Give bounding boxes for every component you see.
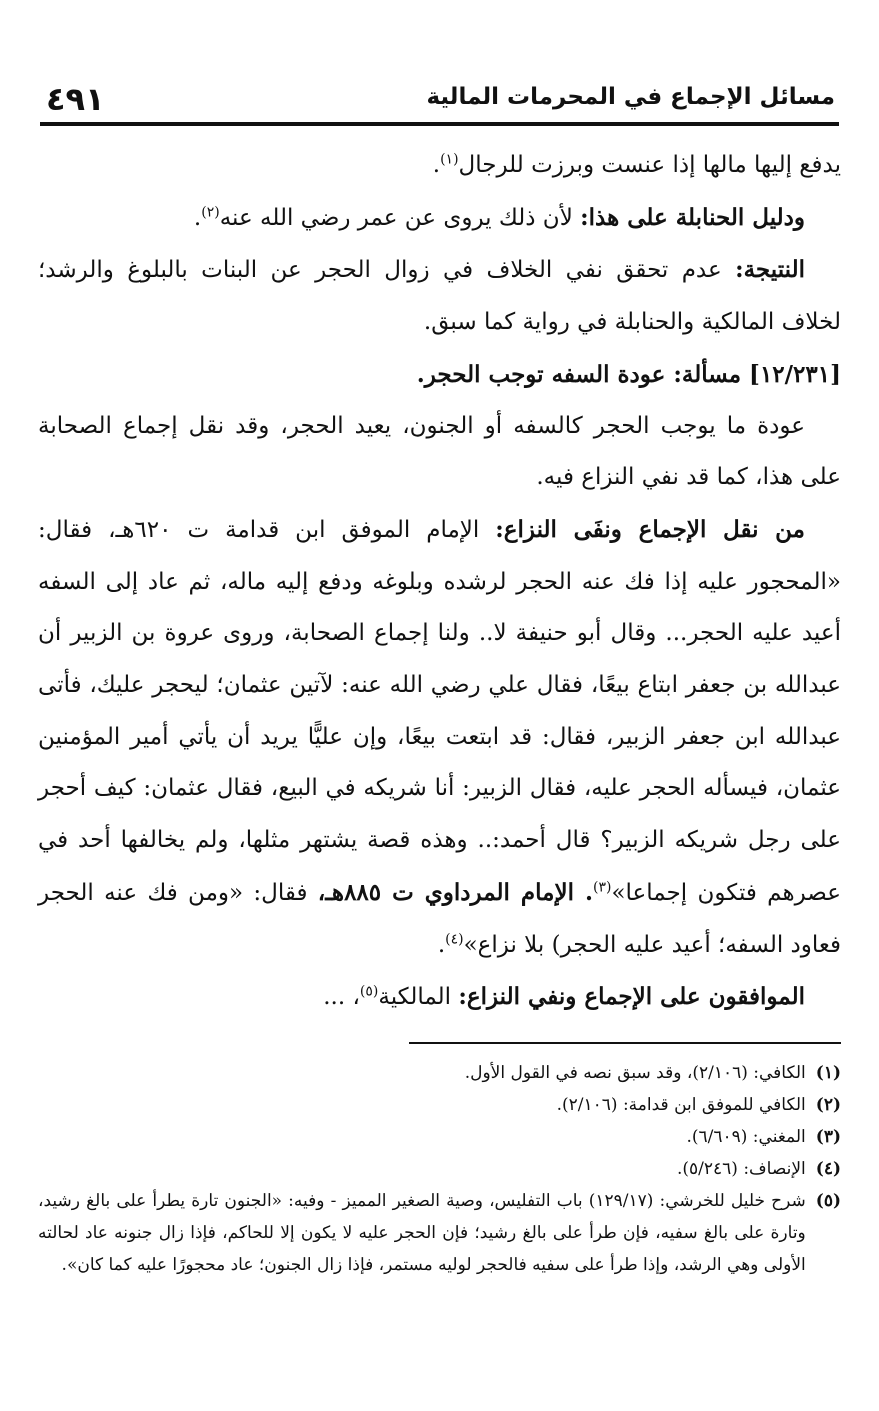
page-number: ٤٩١ [46,80,105,118]
issue-heading: [١٢/٢٣١] مسألة: عودة السفه توجب الحجر. [416,360,841,388]
footnote-ref-4: (٤) [445,930,464,947]
paragraph-label: . الإمام المرداوي ت ٨٨٥هـ، [317,878,593,906]
footnote-ref-5: (٥) [359,983,379,1000]
main-text [38,140,841,1024]
paragraph-5: عودة ما يوجب الحجر كالسفه أو الجنون، يعيد الحجر، وقد نقل إجماع الصحابة على هذا، كما قد نفي النزاع فيه. [38,412,841,491]
footnote-separator [409,1042,841,1044]
paragraph-7: الموافقون على الإجماع ونفي النزاع: المالكية$^{(٥)}$، ... [323,983,805,1011]
paragraph-label: النتيجة: [735,256,805,284]
footnote-4: (٤) الإنصاف: (٥/٢٤٦). [676,1159,841,1179]
header-rule [40,122,839,126]
paragraph-2: ودليل الحنابلة على هذا: لأن ذلك يروى عن عمر رضي الله عنه$^{(٢)}$. [193,203,805,231]
page-header [40,70,839,120]
footnote-ref-3: (٣) [592,879,612,896]
footnote-1: (١) الكافي: (٢/١٠٦)، وقد سبق نصه في القول الأول. [464,1063,841,1083]
footnotes [38,1057,841,1281]
paragraph-1: يدفع إليها مالها إذا عنست وبرزت للرجال$^{(١)}$. [432,151,841,178]
running-title: مسائل الإجماع في المحرمات المالية [426,84,835,110]
footnote-3: (٣) المغني: (٦/٦٠٩). [686,1127,841,1147]
paragraph-label: الموافقون على الإجماع ونفي النزاع: [458,983,805,1011]
footnote-5: (٥) شرح خليل للخرشي: (١٢٩/١٧) باب التفليس، وصية الصغير المميز - وفيه: «الجنون تارة يطرأ على بالغ رشيد، وتارة على بالغ سفيه، فإن طرأ على بالغ رشيد؛ فإن الحجر عليه لا يكون إلا للحاكم، فإذا زال جنونه عاد لحالته الأولى وهي الرشد، وإذا طرأ على سفيه فالحجر لوليه مستمر، فإذا زال الجنون؛ عاد محجورًا عليه كما كان». [38,1191,841,1275]
footnote-ref-1: (١) [440,151,459,168]
paragraph-6: من نقل الإجماع ونفَى النزاع: الإمام الموفق ابن قدامة ت ٦٢٠هـ، فقال: «المحجور عليه إذا فك عنه الحجر لرشده وبلوغه ودفع إليه ماله، ثم عاد إلى السفه أعيد عليه الحجر... وقال أبو حنيفة لا.. ولنا إجماع الصحابة، وروى عروة بن الزبير أن عبدالله بن جعفر ابتاع بيعًا، فقال علي رضي الله عنه: لآتين عثمان؛ ليحجر عليك، فأتى عبدالله ابن جعفر الزبير، فقال: قد ابتعت بيعًا، وإن عليًّا يريد أن يأتي أمير المؤمنين عثمان، فيسأله الحجر عليه، فقال الزبير: أنا شريكه في البيع، فقال عثمان: كيف أحجر على رجل شريكه الزبير؟ قال أحمد:.. وهذه قصة يشتهر مثلها، ولم يخالفها أحد في عصرهم فتكون إجماعا»$^{(٣)}$. الإمام المرداوي ت ٨٨٥هـ، فقال: «ومن فك عنه الحجر فعاود السفه؛ أعيد عليه الحجر) بلا نزاع»$^{(٤)}$. [38,515,841,958]
paragraph-label: ودليل الحنابلة على هذا: [580,203,805,231]
paragraph-3: النتيجة: عدم تحقق نفي الخلاف في زوال الحجر عن البنات بالبلوغ والرشد؛ لخلاف المالكية والحنابلة في رواية كما سبق. [38,256,841,336]
paragraph-label: من نقل الإجماع ونفَى النزاع: [495,515,806,543]
footnote-ref-2: (٢) [201,204,220,221]
footnote-2: (٢) الكافي للموفق ابن قدامة: (٢/١٠٦). [556,1095,841,1115]
